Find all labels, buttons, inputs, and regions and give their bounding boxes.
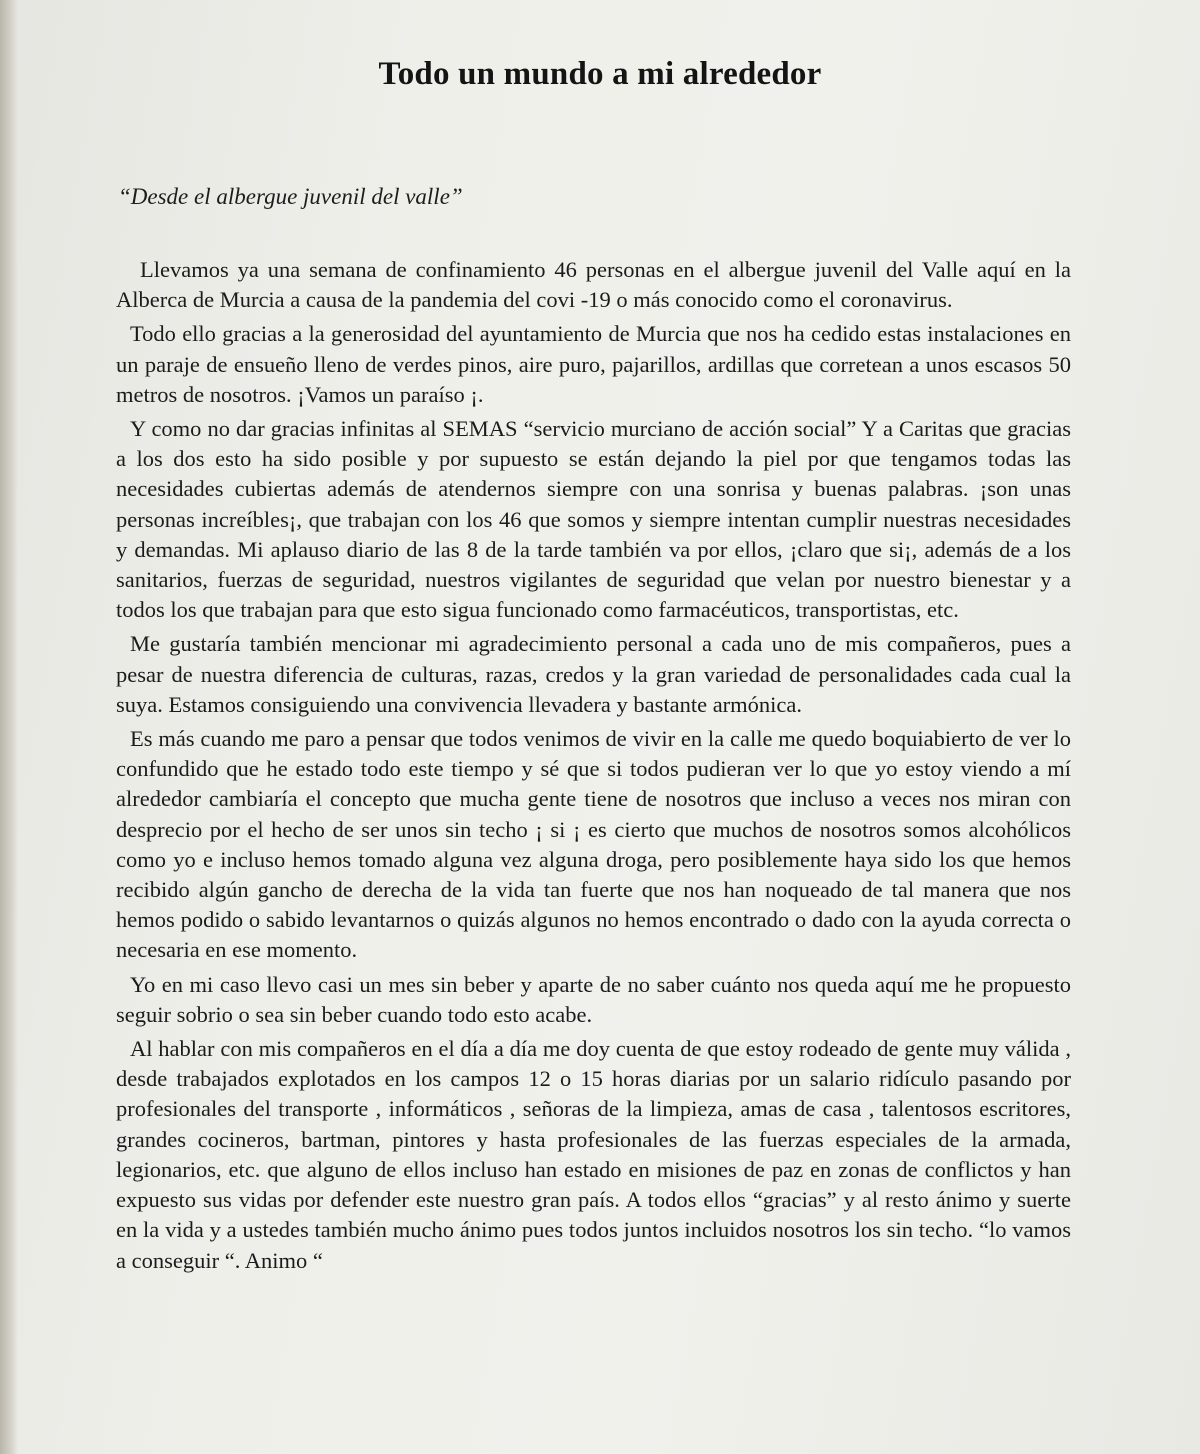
paragraph-1: Llevamos ya una semana de confinamiento 46 personas en el albergue juvenil del Valle aquí en la Alberca de Murcia a causa de la pandemia del covi -19 o más conocido como el coronavirus. xyxy=(116,257,1071,313)
document-body xyxy=(116,255,1071,1280)
document-subtitle: “Desde el albergue juvenil del valle” xyxy=(118,184,463,209)
paragraph-6: Yo en mi caso llevo casi un mes sin beber y aparte de no saber cuánto nos queda aquí me he propuesto seguir sobrio o sea sin beber cuando todo esto acabe. xyxy=(116,971,1071,1027)
paragraph-5: Es más cuando me paro a pensar que todos venimos de vivir en la calle me quedo boquiabierto de ver lo confundido que he estado todo este tiempo y sé que si todos pudieran ver lo que yo estoy viendo a mí alrededor cambiaría el concepto que mucha gente tiene de nosotros que incluso a veces nos miran con desprecio por el hecho de ser unos sin techo ¡ si ¡ es cierto que muchos de nosotros somos alcohólicos como yo e incluso hemos tomado alguna vez alguna droga, pero posiblemente haya sido los que hemos recibido algún gancho de derecha de la vida tan fuerte que nos han noqueado de tal manera que nos hemos podido o sabido levantarnos o quizás algunos no hemos encontrado o dado con la ayuda correcta o necesaria en ese momento. xyxy=(116,726,1071,963)
page-binding-edge xyxy=(0,0,18,1454)
paragraph-3: Y como no dar gracias infinitas al SEMAS “servicio murciano de acción social” Y a Caritas que gracias a los dos esto ha sido posible y por supuesto se están dejando la piel por que tengamos todas las necesidades cubiertas además de atendernos siempre con una sonrisa y buenas palabras. ¡son unas personas increíbles¡, que trabajan con los 46 que somos y siempre intentan cumplir nuestras necesidades y demandas. Mi aplauso diario de las 8 de la tarde también va por ellos, ¡claro que si¡, además de a los sanitarios, fuerzas de seguridad, nuestros vigilantes de seguridad que velan por nuestro bienestar y a todos los que trabajan para que esto sigua funcionado como farmacéuticos, transportistas, etc. xyxy=(116,416,1071,623)
paragraph-4: Me gustaría también mencionar mi agradecimiento personal a cada uno de mis compañeros, pues a pesar de nuestra diferencia de culturas, razas, credos y la gran variedad de personalidades cada cual la suya. Estamos consiguiendo una convivencia llevadera y bastante armónica. xyxy=(116,631,1071,717)
paragraph-7: Al hablar con mis compañeros en el día a día me doy cuenta de que estoy rodeado de gente muy válida , desde trabajados explotados en los campos 12 o 15 horas diarias por un salario ridículo pasando por profesionales del transporte , informáticos , señoras de la limpieza, amas de casa , talentosos escritores, grandes cocineros, bartman, pintores y hasta profesionales de las fuerzas especiales de la armada, legionarios, etc. que alguno de ellos incluso han estado en misiones de paz en zonas de conflictos y han expuesto sus vidas por defender este nuestro gran país. A todos ellos “gracias” y al resto ánimo y suerte en la vida y a ustedes también mucho ánimo pues todos juntos incluidos nosotros los sin techo. “lo vamos a conseguir “. Animo “ xyxy=(116,1036,1071,1273)
paragraph-2: Todo ello gracias a la generosidad del ayuntamiento de Murcia que nos ha cedido estas instalaciones en un paraje de ensueño lleno de verdes pinos, aire puro, pajarillos, ardillas que corretean a unos escasos 50 metros de nosotros. ¡Vamos un paraíso ¡. xyxy=(116,321,1071,407)
document-title: Todo un mundo a mi alrededor xyxy=(378,56,822,92)
